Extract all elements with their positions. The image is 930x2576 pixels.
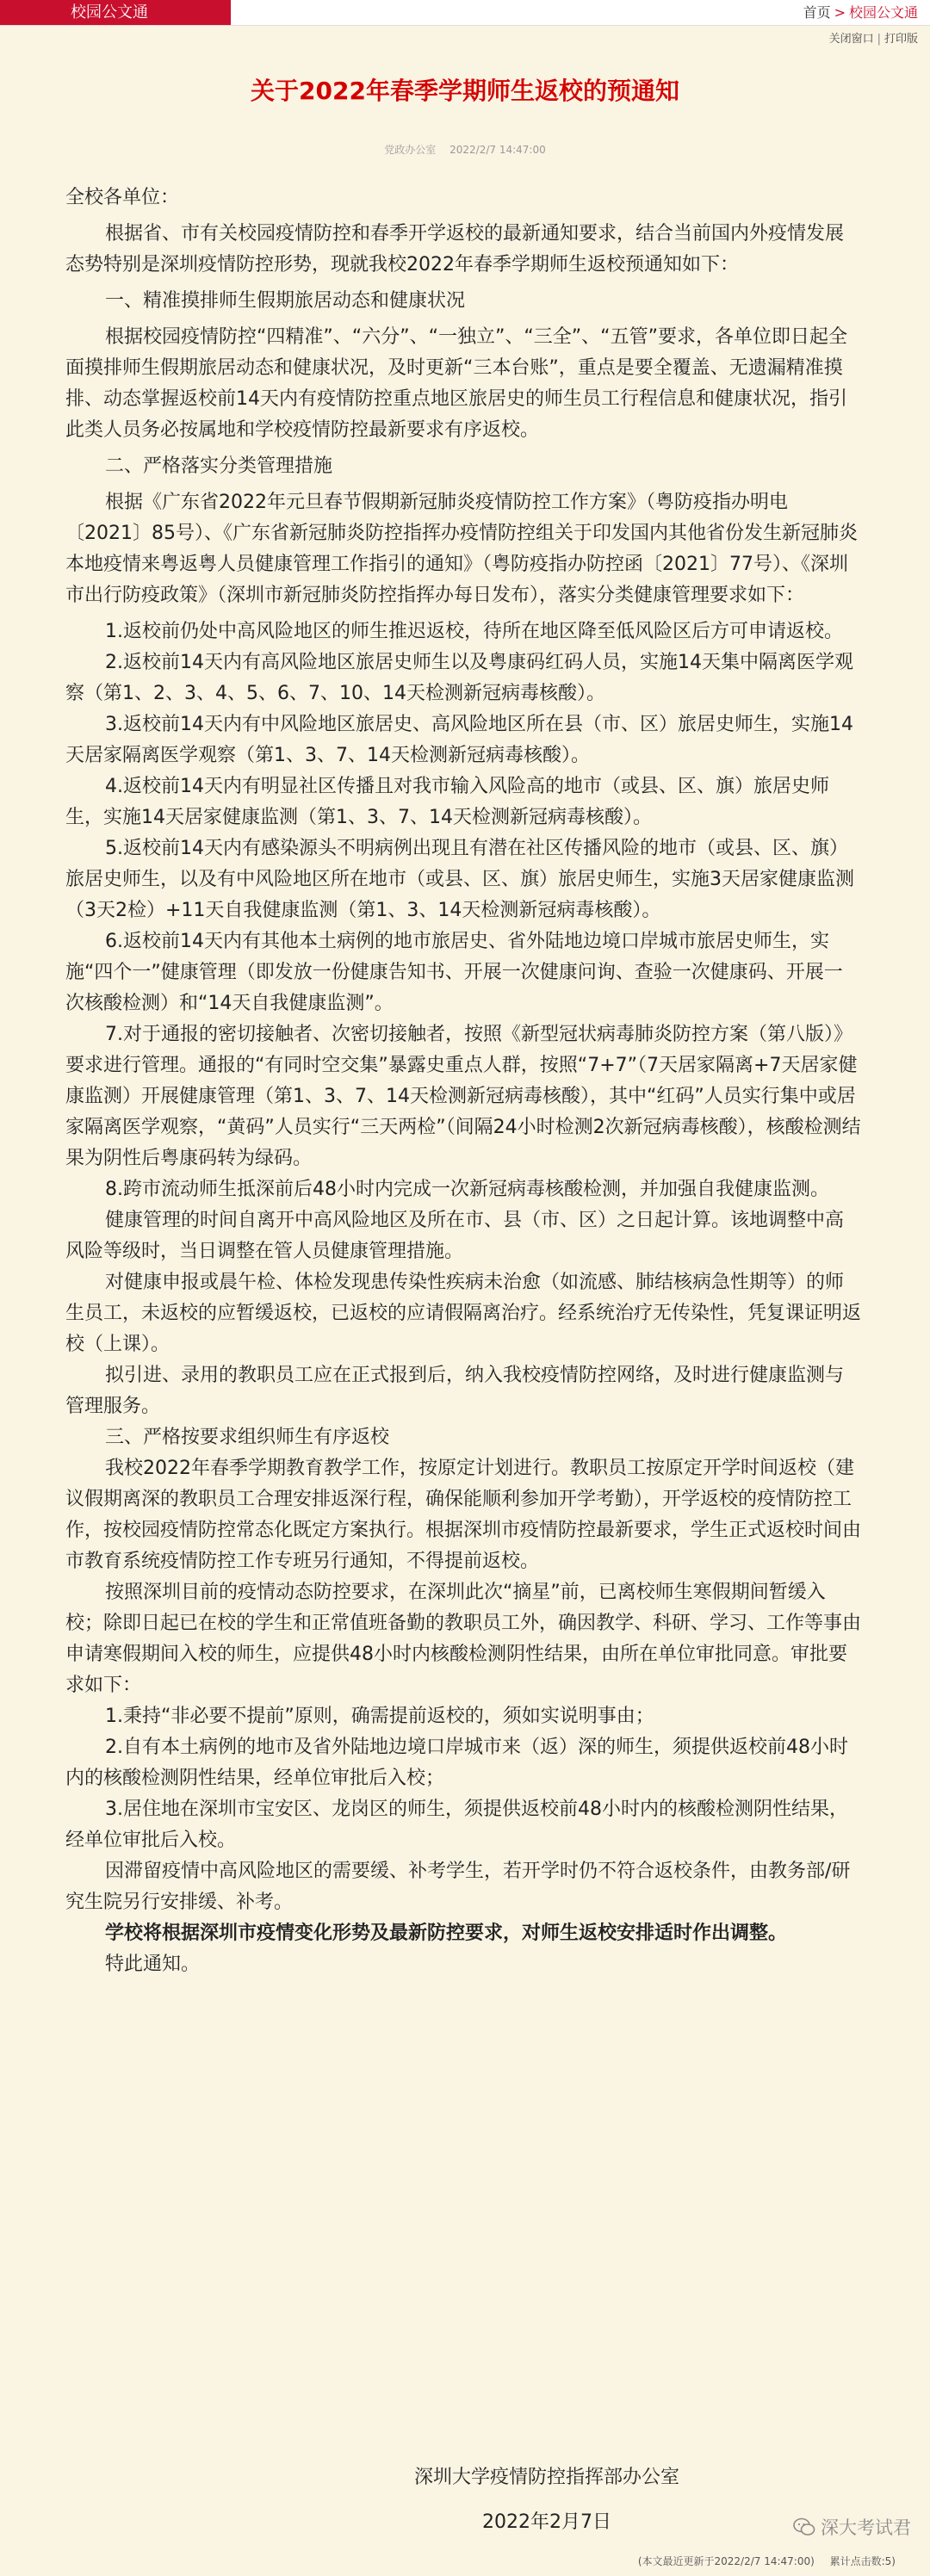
article-meta <box>0 142 930 157</box>
paragraph: 根据《广东省2022年元旦春节假期新冠肺炎疫情防控工作方案》（粤防疫指办明电〔2021〕85号）、《广东省新冠肺炎防控指挥办疫情防控组关于印发国内其他省份发生新冠肺炎本地疫情来粤返粤人员健康管理工作指引的通知》（粤防疫指办防控函〔2021〕77号）、《深圳市出行防疫政策》（深圳市新冠肺炎防控指挥办每日发布），落实分类健康管理要求如下： <box>65 492 858 606</box>
closing: 特此通知。 <box>105 1954 201 1975</box>
signature-date: 2022年2月7日 <box>482 2511 611 2533</box>
updated-time: (本文最近更新于2022/2/7 14:47:00) <box>637 2555 815 2567</box>
list-item: 3.返校前14天内有中风险地区旅居史、高风险地区所在县（市、区）旅居史师生，实施14天居家隔离医学观察（第1、3、7、14天检测新冠病毒核酸）。 <box>65 714 853 766</box>
signature-org: 深圳大学疫情防控指挥部办公室 <box>413 2467 679 2488</box>
breadcrumb-current-link[interactable]: 校园公文通 <box>848 4 918 21</box>
list-item: 6.返校前14天内有其他本土病例的地市旅居史、省外陆地边境口岸城市旅居史师生，实施“四个一”健康管理（即发放一份健康告知书、开展一次健康问询、查验一次健康码、开展一次核酸检测）和“14天自我健康监测”。 <box>65 931 843 1014</box>
top-bar <box>0 0 930 26</box>
print-version-link[interactable]: 打印版 <box>884 33 918 46</box>
section-heading: 三、严格按要求组织师生有序返校 <box>105 1427 390 1448</box>
view-count: 累计点击数:5) <box>829 2555 896 2567</box>
page-title: 关于2022年春季学期师生返校的预通知 <box>251 77 679 105</box>
page-tools <box>829 29 918 46</box>
section-heading: 一、精准摸排师生假期旅居动态和健康状况 <box>105 290 466 312</box>
article-datetime: 2022/2/7 14:47:00 <box>450 144 546 156</box>
paragraph: 对健康申报或晨午检、体检发现患传染性疾病未治愈（如流感、肺结核病急性期等）的师生员工，未返校的应暂缓返校，已返校的应请假隔离治疗。经系统治疗无传染性，凭复课证明返校（上课）。 <box>65 1272 862 1355</box>
breadcrumb-home-link[interactable]: 首页 <box>803 4 831 21</box>
breadcrumb <box>803 0 918 25</box>
list-item: 1.返校前仍处中高风险地区的师生推迟返校，待所在地区降至低风险区后方可申请返校。 <box>105 621 843 642</box>
page-footer <box>626 2554 896 2568</box>
list-item: 1.秉持“非必要不提前”原则，确需提前返校的，须如实说明事由； <box>105 1706 654 1727</box>
tools-separator: | <box>877 33 881 46</box>
paragraph: 按照深圳目前的疫情动态防控要求，在深圳此次“摘星”前，已离校师生寒假期间暂缓入校；除即日起已在校的学生和正常值班备勤的教职员工外，确因教学、科研、学习、工作等事由申请寒假期间入校的师生，应提供48小时内核酸检测阴性结果，由所在单位审批同意。审批要求如下： <box>65 1582 862 1696</box>
list-item: 3.居住地在深圳市宝安区、龙岗区的师生，须提供返校前48小时内的核酸检测阴性结果，经单位审批后入校。 <box>65 1799 848 1851</box>
salutation: 全校各单位： <box>65 187 180 208</box>
list-item: 4.返校前14天内有明显社区传播且对我市输入风险高的地市（或县、区、旗）旅居史师生，实施14天居家健康监测（第1、3、7、14天检测新冠病毒核酸）。 <box>65 776 829 828</box>
list-item: 5.返校前14天内有感染源头不明病例出现且有潜在社区传播风险的地市（或县、区、旗）旅居史师生，以及有中风险地区所在地市（或县、区、旗）旅居史师生，实施3天居家健康监测（3天2检）+11天自我健康监测（第1、3、14天检测新冠病毒核酸）。 <box>65 838 855 921</box>
bold-notice: 学校将根据深圳市疫情变化形势及最新防控要求，对师生返校安排适时作出调整。 <box>105 1923 788 1944</box>
section-heading: 二、严格落实分类管理措施 <box>105 455 333 477</box>
paragraph: 拟引进、录用的教职员工应在正式报到后，纳入我校疫情防控网络，及时进行健康监测与管理服务。 <box>65 1365 845 1417</box>
article-body <box>65 183 861 1980</box>
paragraph: 健康管理的时间自离开中高风险地区及所在市、县（市、区）之日起计算。该地调整中高风险等级时，当日调整在管人员健康管理措施。 <box>65 1210 845 1262</box>
watermark-text: 深大考试君 <box>821 2517 911 2538</box>
list-item: 7.对于通报的密切接触者、次密切接触者，按照《新型冠状病毒肺炎防控方案（第八版）》要求进行管理。通报的“有同时空交集”暴露史重点人群，按照“7+7”（7天居家隔离+7天居家健康监测）开展健康管理（第1、3、7、14天检测新冠病毒核酸），其中“红码”人员实行集中或居家隔离医学观察，“黄码”人员实行“三天两检”（间隔24小时检测2次新冠病毒核酸），核酸检测结果为阴性后粤康码转为绿码。 <box>65 1024 861 1169</box>
breadcrumb-separator: > <box>834 4 846 21</box>
close-window-link[interactable]: 关闭窗口 <box>828 33 874 46</box>
article-department: 党政办公室 <box>384 144 437 156</box>
paragraph: 根据校园疫情防控“四精准”、“六分”、“一独立”、“三全”、“五管”要求，各单位即日起全面摸排师生假期旅居动态和健康状况，及时更新“三本台账”，重点是要全覆盖、无遗漏精准摸排、动态掌握返校前14天内有疫情防控重点地区旅居史的师生员工行程信息和健康状况，指引此类人员务必按属地和学校疫情防控最新要求有序返校。 <box>65 326 847 441</box>
list-item: 2.自有本土病例的地市及省外陆地边境口岸城市来（返）深的师生，须提供返校前48小时内的核酸检测阴性结果，经单位审批后入校； <box>65 1737 848 1789</box>
wechat-icon <box>793 2517 815 2536</box>
list-item: 8.跨市流动师生抵深前后48小时内完成一次新冠病毒核酸检测，并加强自我健康监测。 <box>105 1179 829 1200</box>
watermark <box>793 2514 911 2540</box>
site-tab[interactable]: 校园公文通 <box>0 0 231 25</box>
list-item: 2.返校前14天内有高风险地区旅居史师生以及粤康码红码人员，实施14天集中隔离医学观察（第1、2、3、4、5、6、7、10、14天检测新冠病毒核酸）。 <box>65 652 853 704</box>
paragraph: 根据省、市有关校园疫情防控和春季开学返校的最新通知要求，结合当前国内外疫情发展态势特别是深圳疫情防控形势，现就我校2022年春季学期师生返校预通知如下： <box>65 223 845 276</box>
paragraph: 因滞留疫情中高风险地区的需要缓、补考学生，若开学时仍不符合返校条件，由教务部/研究生院另行安排缓、补考。 <box>65 1861 851 1913</box>
paragraph: 我校2022年春季学期教育教学工作，按原定计划进行。教职员工按原定开学时间返校（建议假期离深的教职员工合理安排返深行程，确保能顺利参加开学考勤），开学返校的疫情防控工作，按校园疫情防控常态化既定方案执行。根据深圳市疫情防控最新要求，学生正式返校时间由市教育系统疫情防控工作专班另行通知，不得提前返校。 <box>65 1458 862 1572</box>
